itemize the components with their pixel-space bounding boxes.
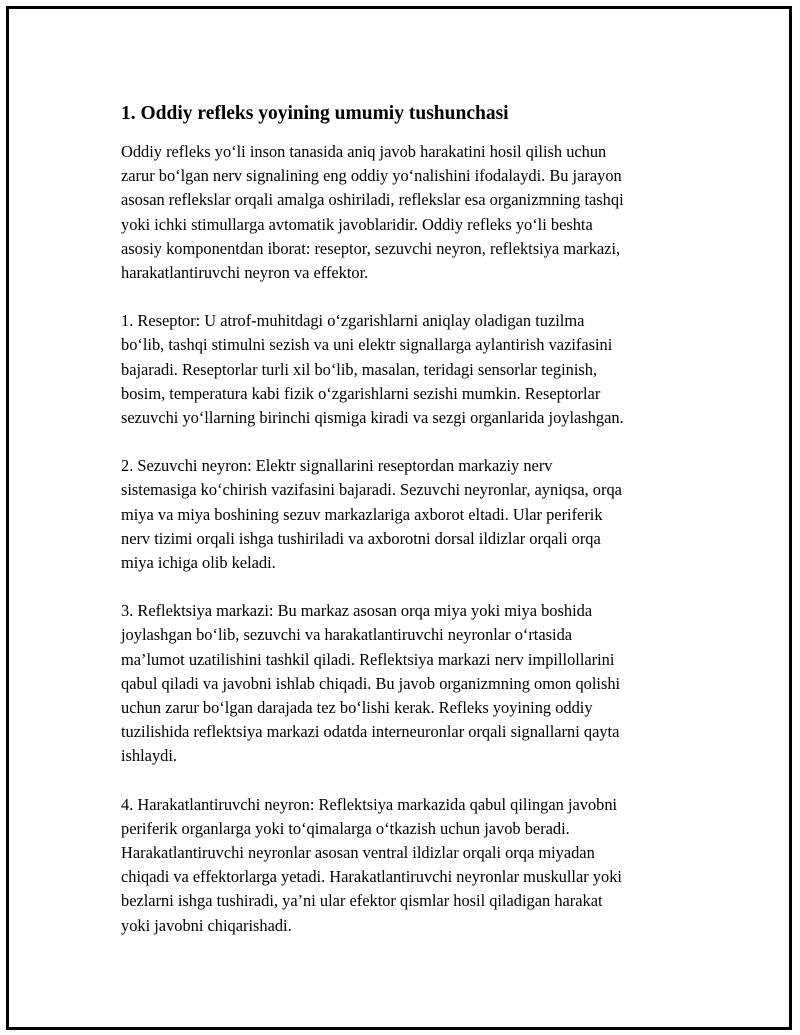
text-line: bajaradi. Reseptorlar turli xil bo‘lib, masalan, teridagi sensorlar teginish, xyxy=(121,359,598,379)
text-line: ishlaydi. xyxy=(121,746,177,766)
receptor-paragraph xyxy=(121,309,706,430)
text-line: Oddiy refleks yo‘li inson tanasida aniq javob harakatini hosil qilish uchun xyxy=(121,142,607,161)
text-line: 1. Reseptor: U atrof-muhitdagi o‘zgarishlarni aniqlay oladigan tuzilma xyxy=(121,311,585,331)
text-line: 3. Reflektsiya markazi: Bu markaz asosan orqa miya yoki miya boshida xyxy=(121,601,593,621)
text-line: miya va miya boshining sezuv markazlariga axborot eltadi. Ular periferik xyxy=(121,504,603,524)
text-line: bezlarni ishga tushiradi, ya’ni ular efektor qismlar hosil qiladigan harakat xyxy=(121,891,603,911)
text-line: sezuvchi yo‘llarning birinchi qismiga kiradi va sezgi organlarida joylashgan. xyxy=(121,408,624,428)
text-line: tuzilishida reflektsiya markazi odatda interneuronlar orqali signallarni qayta xyxy=(121,722,620,742)
text-line: 4. Harakatlantiruvchi neyron: Reflektsiya markazida qabul qilingan javobni xyxy=(121,794,618,814)
text-line: bosim, temperatura kabi fizik o‘zgarishlarni sezishi mumkin. Reseptorlar xyxy=(121,383,601,403)
text-line: Harakatlantiruvchi neyronlar asosan ventral ildizlar orqali orqa miyadan xyxy=(121,843,595,863)
text-line: ma’lumot uzatilishini tashkil qiladi. Reflektsiya markazi nerv impillollarini xyxy=(121,649,615,669)
intro-paragraph xyxy=(121,140,706,285)
document-body xyxy=(121,101,706,962)
text-line: periferik organlarga yoki to‘qimalarga o‘tkazish uchun javob beradi. xyxy=(121,818,570,838)
text-line: yoki javobni chiqarishadi. xyxy=(121,915,292,935)
text-line: chiqadi va effektorlarga yetadi. Harakatlantiruvchi neyronlar muskullar yoki xyxy=(121,867,622,887)
motor-neuron-paragraph xyxy=(121,793,706,938)
reflex-center-paragraph xyxy=(121,599,706,768)
text-line: zarur bo‘lgan nerv signalining eng oddiy yo‘nalishini ifodalaydi. Bu jarayon xyxy=(121,166,622,186)
text-line: 2. Sezuvchi neyron: Elektr signallarini reseptordan markaziy nerv xyxy=(121,456,553,476)
text-line: harakatlantiruvchi neyron va effektor. xyxy=(121,263,369,283)
sensory-neuron-paragraph xyxy=(121,454,706,575)
text-line: sistemasiga ko‘chirish vazifasini bajaradi. Sezuvchi neyronlar, ayniqsa, orqa xyxy=(121,480,622,500)
page-frame xyxy=(6,6,792,1030)
text-line: miya ichiga olib keladi. xyxy=(121,553,276,573)
text-line: uchun zarur bo‘lgan darajada tez bo‘lishi kerak. Refleks yoyining oddiy xyxy=(121,698,593,718)
text-line: asosiy komponentdan iborat: reseptor, sezuvchi neyron, reflektsiya markazi, xyxy=(121,238,621,258)
text-line: joylashgan bo‘lib, sezuvchi va harakatlantiruvchi neyronlar o‘rtasida xyxy=(121,625,573,645)
text-line: nerv tizimi orqali ishga tushiriladi va axborotni dorsal ildizlar orqali orqa xyxy=(121,528,601,548)
text-line: qabul qiladi va javobni ishlab chiqadi. Bu javob organizmning omon qolishi xyxy=(121,673,621,693)
text-line: yoki ichki stimullarga avtomatik javoblaridir. Oddiy refleks yo‘li beshta xyxy=(121,214,593,234)
text-line: asosan reflekslar orqali amalga oshiriladi, reflekslar esa organizmning tashqi xyxy=(121,190,624,210)
section-heading: 1. Oddiy refleks yoyining umumiy tushunchasi xyxy=(121,103,509,124)
text-line: bo‘lib, tashqi stimulni sezish va uni elektr signallarga aylantirish vazifasini xyxy=(121,335,613,355)
